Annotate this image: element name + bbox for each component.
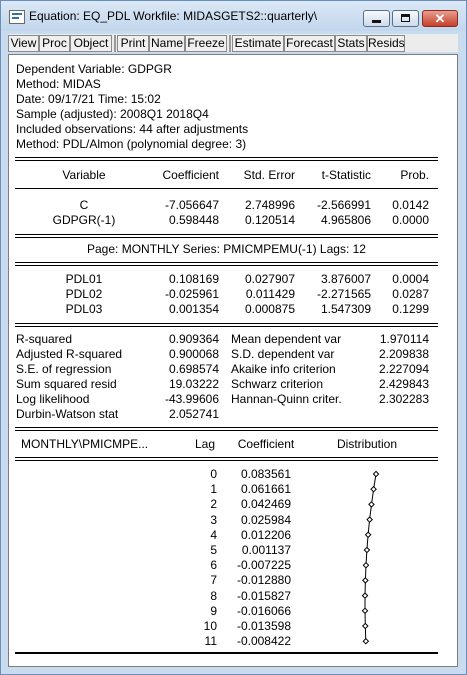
lag-value: 1 — [210, 482, 217, 496]
distribution-point — [363, 623, 368, 628]
col-header-variable: Variable — [62, 168, 106, 182]
lag-coefficient: 0.061661 — [240, 482, 291, 496]
method-detail-line: Method: PDL/Almon (polynomial degree: 3) — [16, 137, 247, 151]
distribution-point — [373, 471, 378, 476]
lag-coefficient: 0.042469 — [240, 497, 291, 511]
coef-row-prob: 0.0142 — [392, 198, 429, 212]
lag-coefficient: 0.012206 — [240, 528, 291, 542]
pdl-row-coefficient: 0.108169 — [168, 272, 219, 286]
lag-distribution-chart — [9, 55, 457, 666]
coef-row-variable: GDPGR(-1) — [52, 213, 116, 227]
lag-value: 0 — [210, 467, 217, 481]
method-line: Method: MIDAS — [16, 77, 101, 91]
toolbar-separator — [229, 35, 231, 52]
pdl-row-std-error: 0.027907 — [244, 272, 295, 286]
stat-value: -43.99606 — [164, 392, 219, 406]
lag-coefficient: -0.015827 — [236, 589, 291, 603]
lag-value: 11 — [204, 634, 217, 648]
stat-label: Adjusted R-squared — [16, 347, 123, 361]
stat-value: 0.900068 — [168, 347, 219, 361]
stat-label: Sum squared resid — [16, 377, 117, 391]
distribution-point — [366, 532, 371, 537]
stat-value: 2.052741 — [168, 407, 219, 421]
lag-value: 6 — [210, 558, 217, 572]
lag-value: 10 — [203, 619, 217, 633]
lag-coefficient: 0.001137 — [241, 543, 291, 557]
stat-value: 1.970114 — [379, 332, 429, 346]
coef-row-coefficient: 0.598448 — [168, 213, 219, 227]
distribution-point — [363, 578, 368, 583]
lag-coefficient: -0.008422 — [236, 634, 291, 648]
pdl-row-prob: 0.1299 — [392, 302, 429, 316]
stat-label: Log likelihood — [16, 392, 90, 406]
coef-row-prob: 0.0000 — [392, 213, 429, 227]
distribution-point — [367, 517, 372, 522]
window-title: Equation: EQ_PDL Workfile: MIDASGETS2::quarterly\ — [29, 9, 318, 23]
stat-value: 19.03222 — [168, 377, 219, 391]
toolbar-separator — [114, 35, 116, 52]
coef-row-std-error: 0.120514 — [244, 213, 295, 227]
lag-value: 3 — [210, 513, 217, 527]
page-series-line: Page: MONTHLY Series: PMICMPEMU(-1) Lags: 12 — [87, 242, 366, 256]
view-button[interactable]: View — [8, 35, 39, 52]
proc-button[interactable]: Proc — [39, 35, 70, 52]
name-button[interactable]: Name — [150, 36, 183, 50]
pdl-row-std-error: 0.011429 — [245, 287, 295, 301]
lag-value: 5 — [210, 543, 217, 557]
coef-row-std-error: 2.748996 — [244, 198, 295, 212]
close-button[interactable] — [422, 10, 458, 27]
distribution-point — [371, 487, 376, 492]
maximize-button[interactable] — [392, 10, 419, 27]
col-header-t-statistic: t-Statistic — [321, 168, 371, 182]
lag-coefficient: -0.012880 — [236, 573, 291, 587]
stat-label: S.D. dependent var — [231, 347, 335, 361]
maximize-icon — [401, 14, 410, 22]
stat-label: S.E. of regression — [16, 362, 112, 376]
object-button[interactable]: Object — [70, 35, 112, 52]
pdl-row-prob: 0.0287 — [392, 287, 429, 301]
coef-row-t-statistic: -2.566991 — [316, 198, 371, 212]
stat-label: Durbin-Watson stat — [16, 407, 119, 421]
stat-label: Akaike info criterion — [231, 362, 336, 376]
lag-coefficient: 0.025984 — [240, 513, 291, 527]
coef-row-t-statistic: 4.965806 — [320, 213, 371, 227]
pdl-row-t-statistic: -2.271565 — [316, 287, 371, 301]
title-bar[interactable] — [1, 1, 466, 31]
col-header-std-error: Std. Error — [243, 168, 295, 182]
lag-coefficient: -0.007225 — [236, 558, 291, 572]
coef-row-coefficient: -7.056647 — [164, 198, 219, 212]
freeze-button[interactable]: Freeze — [185, 35, 227, 52]
close-icon: ✕ — [434, 11, 446, 26]
coef-row-variable: C — [79, 198, 89, 212]
pdl-row-coefficient: -0.025961 — [164, 287, 219, 301]
lag-coefficient: -0.016066 — [236, 604, 291, 618]
minimize-icon — [372, 20, 381, 23]
pdl-row-variable: PDL02 — [65, 287, 103, 301]
lag-col-header-series: MONTHLY\PMICMPE... — [21, 437, 149, 451]
resids-button[interactable]: Resids — [368, 36, 405, 50]
distribution-point — [363, 639, 368, 644]
stat-value: 2.227094 — [378, 362, 429, 376]
distribution-point — [364, 547, 369, 552]
stat-value: 2.209838 — [378, 347, 429, 361]
stat-value: 0.698574 — [168, 362, 219, 376]
stat-label: Hannan-Quinn criter. — [231, 392, 342, 406]
distribution-point — [362, 608, 367, 613]
stats-button[interactable]: Stats — [335, 35, 367, 52]
lag-value: 2 — [210, 497, 217, 511]
estimate-button[interactable]: Estimate — [232, 35, 284, 52]
distribution-point — [369, 502, 374, 507]
dependent-variable: Dependent Variable: GDPGR — [16, 62, 172, 76]
pdl-row-variable: PDL03 — [65, 302, 103, 316]
stat-value: 0.909364 — [168, 332, 219, 346]
col-header-coefficient: Coefficient — [162, 168, 219, 182]
pdl-row-variable: PDL01 — [65, 272, 103, 286]
lag-col-header-lag: Lag — [194, 437, 216, 451]
print-button[interactable]: Print — [117, 35, 149, 52]
pdl-row-coefficient: 0.001354 — [168, 302, 219, 316]
distribution-point — [363, 563, 368, 568]
stat-value: 2.302283 — [378, 392, 429, 406]
estimation-output[interactable] — [8, 54, 458, 667]
date-line: Date: 09/17/21 Time: 15:02 — [16, 92, 161, 106]
stat-value: 2.429843 — [378, 377, 429, 391]
lag-coefficient: 0.083561 — [240, 467, 291, 481]
pdl-row-prob: 0.0004 — [392, 272, 429, 286]
stat-label: Mean dependent var — [231, 332, 342, 346]
stat-label: Schwarz criterion — [231, 377, 324, 391]
lag-coefficient: -0.013598 — [236, 619, 291, 633]
forecast-button[interactable]: Forecast — [284, 35, 335, 52]
equation-window-icon — [9, 10, 25, 24]
lag-value: 9 — [210, 604, 217, 618]
lag-col-header-distribution: Distribution — [336, 437, 398, 451]
lag-col-header-coefficient: Coefficient — [237, 437, 295, 451]
sample-line: Sample (adjusted): 2008Q1 2018Q4 — [16, 107, 209, 121]
pdl-row-t-statistic: 1.547309 — [320, 302, 371, 316]
observations-line: Included observations: 44 after adjustments — [16, 122, 249, 136]
toolbar — [8, 34, 458, 52]
pdl-row-t-statistic: 3.876007 — [320, 272, 371, 286]
distribution-line — [365, 474, 376, 641]
stat-label: R-squared — [16, 332, 73, 346]
table-rule — [15, 652, 438, 654]
lag-value: 7 — [210, 573, 217, 587]
pdl-row-std-error: 0.000875 — [244, 302, 295, 316]
lag-value: 4 — [210, 528, 217, 542]
lag-value: 8 — [210, 589, 217, 603]
col-header-prob: Prob. — [400, 168, 429, 182]
minimize-button[interactable] — [363, 10, 390, 27]
distribution-point — [362, 593, 367, 598]
